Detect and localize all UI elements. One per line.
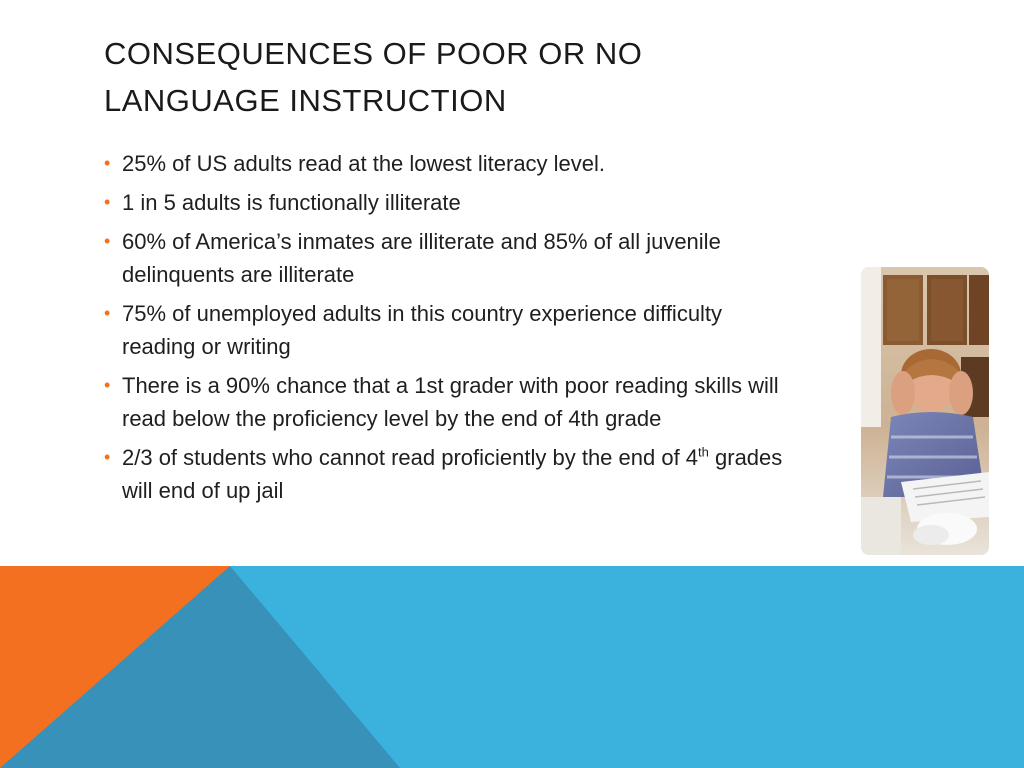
- bullet-text: 75% of unemployed adults in this country experience difficulty reading or writing: [122, 301, 723, 359]
- decorative-footer-band: [0, 566, 1024, 768]
- bullet-list: [104, 147, 794, 513]
- bullet-text-start: 2/3 of students who cannot read proficiently by the end of 4: [122, 445, 699, 470]
- bullet-marker: •: [104, 303, 111, 323]
- bullet-text: There is a 90% chance that a 1st grader with poor reading skills will read below the proficiency level by the end of 4th grade: [122, 373, 779, 431]
- bullet-marker: •: [104, 153, 111, 173]
- bullet-item: [104, 297, 794, 363]
- bullet-marker: •: [104, 231, 111, 251]
- student-reading-photo: [861, 267, 989, 555]
- bullet-text: 1 in 5 adults is functionally illiterate: [122, 190, 461, 215]
- bullet-item: [104, 225, 794, 291]
- bullet-marker: •: [104, 192, 111, 212]
- bullet-item: [104, 186, 794, 219]
- bullet-text: 25% of US adults read at the lowest literacy level.: [122, 151, 606, 176]
- bullet-text: 60% of America’s inmates are illiterate and 85% of all juvenile delinquents are illiterate: [122, 229, 721, 287]
- bullet-marker: •: [104, 375, 111, 395]
- bullet-item: [104, 441, 794, 507]
- ordinal-suffix: th: [698, 444, 709, 460]
- bullet-item: [104, 369, 794, 435]
- bullet-text-end: grades will end of up jail: [122, 445, 783, 503]
- bullet-item: [104, 147, 794, 180]
- bullet-marker: •: [104, 447, 111, 467]
- slide-title: CONSEQUENCES OF POOR OR NO LANGUAGE INSTRUCTION: [104, 36, 643, 118]
